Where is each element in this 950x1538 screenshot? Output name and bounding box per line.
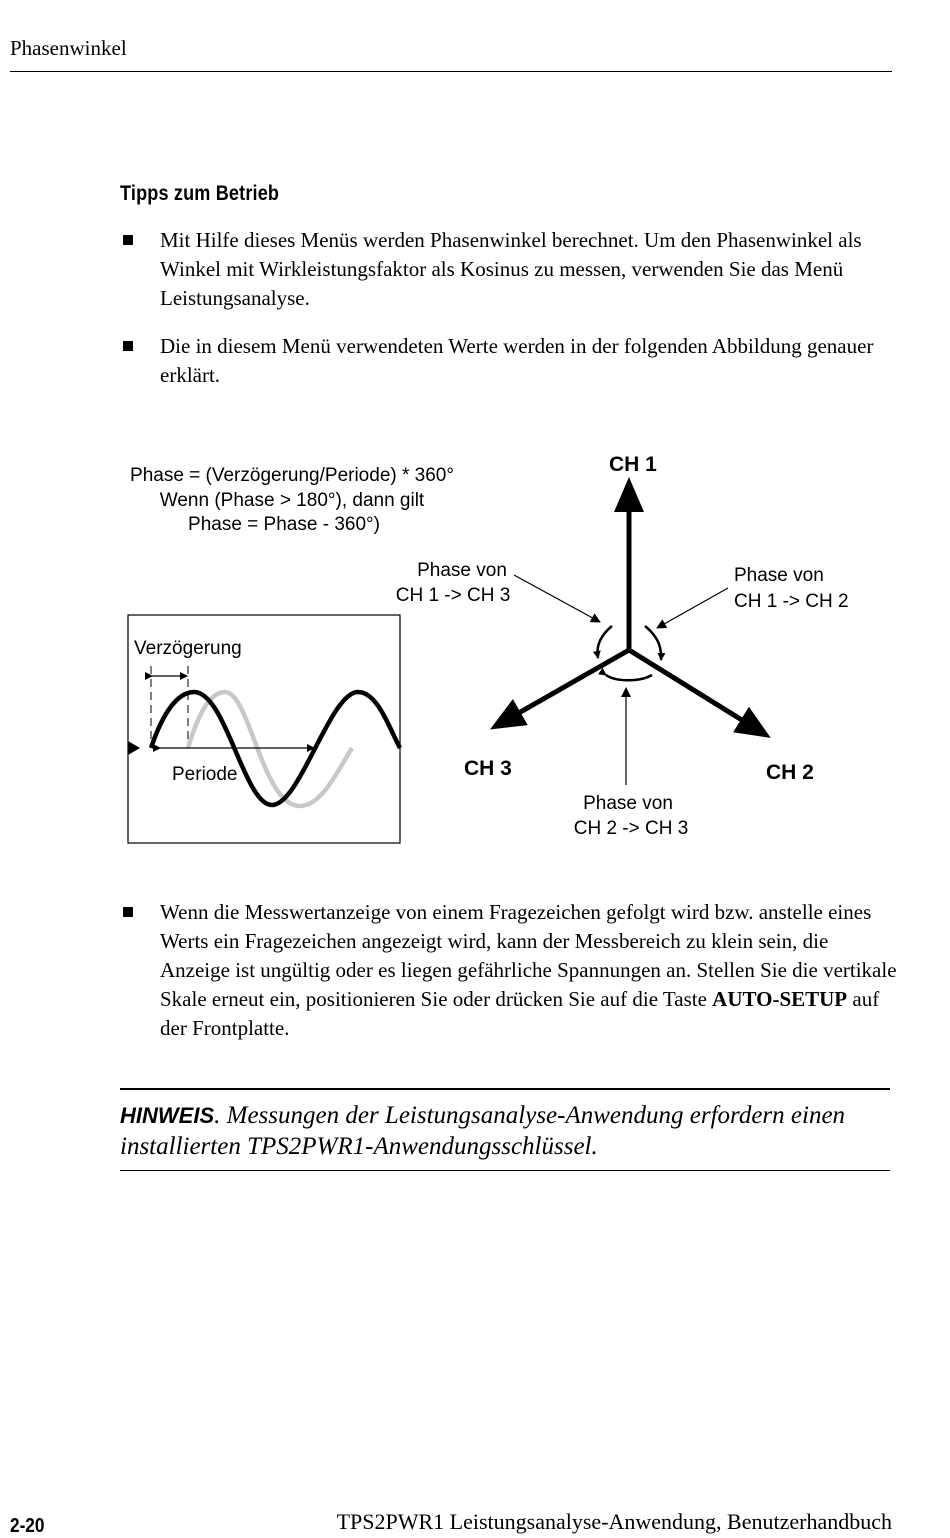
delayed-waveform — [188, 692, 352, 806]
ch3-label: CH 3 — [464, 757, 512, 780]
bullet-square-icon — [123, 235, 133, 245]
section-heading: Tipps zum Betrieb — [120, 182, 280, 205]
header-rule — [10, 71, 892, 72]
trigger-marker-icon — [128, 741, 140, 755]
footer-title: TPS2PWR1 Leistungsanalyse-Anwendung, Benutzerhandbuch — [336, 1509, 892, 1534]
ch2-label: CH 2 — [766, 761, 814, 784]
note-rule-bottom — [120, 1170, 890, 1171]
bullet-item — [120, 226, 900, 313]
angle-arc-ch1-ch3 — [598, 626, 612, 658]
phase-23-label-1: Phase von — [583, 793, 673, 814]
note-text: . Messungen der Leistungsanalyse-Anwendung erfordern einen installierten TPS2PWR1-Anwendungsschlüssel. — [120, 1102, 846, 1160]
bullet-item — [120, 898, 900, 1043]
page-number: 2-20 — [10, 1515, 45, 1537]
phase-23-label-2: CH 2 -> CH 3 — [573, 818, 689, 839]
angle-arc-ch1-ch2 — [645, 626, 661, 660]
bullet-text-before: Wenn die Messwertanzeige von einem Fragezeichen gefolgt wird bzw. anstelle eines Werts ein Fragezeichen angezeigt wird, kann der Messbereich zu klein sein, die Anzeige ist ungültig oder es liegen gefährliche Spannungen an. Stellen Sie die vertikale Skale erneut ein, positionieren Sie oder drücken Sie auf die Taste — [160, 900, 897, 1011]
phase-12-label-2: CH 1 -> CH 2 — [734, 591, 849, 612]
formula-line-2: Wenn (Phase > 180°), dann gilt — [159, 490, 425, 511]
bullet-square-icon — [123, 907, 133, 917]
period-label: Periode — [172, 764, 238, 785]
ch3-vector — [503, 650, 629, 722]
formula-line-3: Phase = Phase - 360°) — [188, 514, 380, 535]
ch1-label: CH 1 — [609, 453, 657, 476]
running-header: Phasenwinkel — [10, 36, 127, 60]
formula-line-1: Phase = (Verzögerung/Periode) * 360° — [130, 465, 454, 486]
angle-arc-ch2-ch3 — [606, 675, 652, 680]
phase-12-leader — [657, 588, 728, 628]
note-label: HINWEIS — [120, 1103, 215, 1128]
delay-label: Verzögerung — [134, 638, 242, 659]
phase-13-leader — [514, 575, 600, 622]
auto-setup-key-label: AUTO-SETUP — [712, 987, 848, 1011]
bullet-text-after: auf der Frontplatte. — [160, 987, 880, 1040]
bullet-text: Die in diesem Menü verwendeten Werte werden in der folgenden Abbildung genauer erklärt. — [160, 334, 874, 387]
phase-13-label-2: CH 1 -> CH 3 — [395, 585, 511, 606]
note-block — [120, 1100, 900, 1162]
bullet-text: Mit Hilfe dieses Menüs werden Phasenwinkel berechnet. Um den Phasenwinkel als Winkel mit Wirkleistungsfaktor als Kosinus zu messen, verwenden Sie das Menü Leistungsanalyse. — [160, 228, 862, 310]
phase-13-label-1: Phase von — [417, 560, 507, 581]
phase-angle-figure — [0, 430, 950, 870]
ch2-vector — [629, 650, 758, 730]
phase-12-label-1: Phase von — [734, 565, 824, 586]
bullet-square-icon — [123, 341, 133, 351]
bullet-item — [120, 332, 900, 390]
bullet-text — [160, 898, 900, 1043]
note-rule-top — [120, 1088, 890, 1090]
